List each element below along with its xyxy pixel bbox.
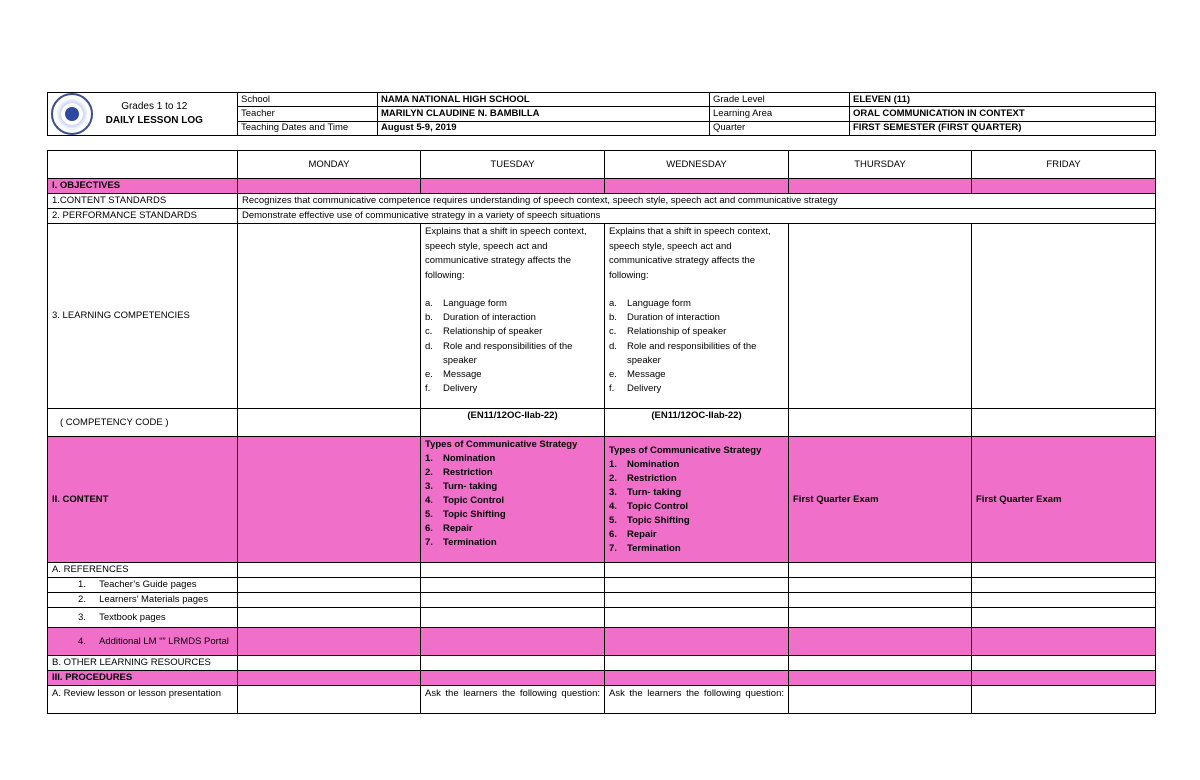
list-item: 1. Nomination bbox=[425, 453, 496, 464]
list-item: 2. Restriction bbox=[425, 467, 493, 478]
review-wednesday: Ask the learners the following question: bbox=[605, 686, 789, 714]
header-table bbox=[47, 92, 1156, 136]
list-item: 4. Topic Control bbox=[609, 500, 689, 512]
ref-teachers-guide: 1. Teacher’s Guide pages bbox=[48, 578, 238, 593]
competency-list bbox=[609, 297, 784, 396]
school-value: NAMA NATIONAL HIGH SCHOOL bbox=[378, 93, 710, 107]
dates-value: August 5-9, 2019 bbox=[378, 121, 710, 135]
competency-wednesday bbox=[605, 224, 789, 409]
content-topic-title: Types of Communicative Strategy bbox=[425, 439, 578, 450]
list-item: 4. Topic Control bbox=[425, 495, 505, 506]
list-item: d. Role and responsibilities of the speaker bbox=[609, 340, 757, 366]
competency-intro: Explains that a shift in speech context, speech style, speech act and communicative strategy affects the following: bbox=[609, 226, 771, 281]
school-label: School bbox=[238, 93, 378, 107]
references-label: A. REFERENCES bbox=[48, 563, 238, 578]
list-item: a. Language form bbox=[425, 298, 507, 309]
competency-friday bbox=[972, 224, 1156, 409]
learning-area-label: Learning Area bbox=[710, 107, 850, 121]
list-item: 7. Termination bbox=[609, 542, 681, 554]
list-item: 3. Turn- taking bbox=[425, 481, 498, 492]
list-item: 6. Repair bbox=[609, 528, 657, 540]
quarter-label: Quarter bbox=[710, 121, 850, 135]
ref-textbook: 3. Textbook pages bbox=[48, 608, 238, 628]
competency-intro: Explains that a shift in speech context, speech style, speech act and communicative strategy affects the following: bbox=[425, 226, 587, 281]
list-item: b. Duration of interaction bbox=[425, 312, 536, 324]
learning-area-value: ORAL COMMUNICATION IN CONTEXT bbox=[850, 107, 1156, 121]
content-heading: II. CONTENT bbox=[48, 437, 238, 563]
content-standards-text: Recognizes that communicative competence requires understanding of speech context, speech style, speech act and communicative strategy bbox=[238, 194, 1156, 209]
review-lesson-label: A. Review lesson or lesson presentation bbox=[48, 686, 238, 714]
competency-code-wednesday: (EN11/12OC-IIab-22) bbox=[605, 409, 789, 437]
content-wednesday bbox=[605, 437, 789, 563]
list-item: 1. Nomination bbox=[609, 458, 680, 470]
log-title: DAILY LESSON LOG bbox=[105, 115, 203, 126]
grade-level-value: ELEVEN (11) bbox=[850, 93, 1156, 107]
list-item: 2. Restriction bbox=[609, 472, 677, 484]
list-item: 6. Repair bbox=[425, 523, 473, 534]
content-topic-title: Types of Communicative Strategy bbox=[609, 444, 762, 456]
content-tuesday bbox=[421, 437, 605, 563]
strategy-list bbox=[609, 458, 784, 556]
list-item: d. Role and responsibilities of the speaker bbox=[425, 340, 573, 366]
list-item: f. Delivery bbox=[609, 383, 662, 395]
day-header-wednesday: WEDNESDAY bbox=[605, 151, 789, 179]
review-tuesday: Ask the learners the following question: bbox=[421, 686, 605, 714]
dates-label: Teaching Dates and Time bbox=[238, 121, 378, 135]
ref-additional-lm: 4. Additional LM “” LRMDS Portal bbox=[48, 628, 238, 656]
competency-code-label: ( COMPETENCY CODE ) bbox=[48, 409, 238, 437]
competency-tuesday bbox=[421, 224, 605, 409]
list-item: c. Relationship of speaker bbox=[609, 326, 727, 338]
list-item: 7. Termination bbox=[425, 537, 497, 548]
list-item: e. Message bbox=[609, 369, 666, 381]
corner-cell bbox=[48, 151, 238, 179]
learning-competencies-label: 3. LEARNING COMPETENCIES bbox=[48, 224, 238, 409]
list-item: 3. Turn- taking bbox=[609, 486, 682, 498]
day-header-thursday: THURSDAY bbox=[789, 151, 972, 179]
day-header-monday: MONDAY bbox=[238, 151, 421, 179]
competency-monday bbox=[238, 224, 421, 409]
header-logo-cell bbox=[48, 93, 238, 136]
grade-level-label: Grade Level bbox=[710, 93, 850, 107]
teacher-label: Teacher bbox=[238, 107, 378, 121]
list-item: e. Message bbox=[425, 369, 482, 381]
day-header-friday: FRIDAY bbox=[972, 151, 1156, 179]
lesson-log-table bbox=[47, 150, 1156, 714]
ref-learners-materials: 2. Learners’ Materials pages bbox=[48, 593, 238, 608]
list-item: b. Duration of interaction bbox=[609, 312, 720, 324]
list-item: 5. Topic Shifting bbox=[609, 514, 690, 526]
day-header-tuesday: TUESDAY bbox=[421, 151, 605, 179]
competency-code-tuesday: (EN11/12OC-IIab-22) bbox=[421, 409, 605, 437]
list-item: a. Language form bbox=[609, 298, 691, 309]
performance-standards-text: Demonstrate effective use of communicative strategy in a variety of speech situations bbox=[238, 209, 1156, 224]
other-resources-label: B. OTHER LEARNING RESOURCES bbox=[48, 656, 238, 671]
objectives-heading: I. OBJECTIVES bbox=[48, 179, 238, 194]
content-standards-label: 1.CONTENT STANDARDS bbox=[48, 194, 238, 209]
list-item: c. Relationship of speaker bbox=[425, 326, 543, 338]
quarter-value: FIRST SEMESTER (FIRST QUARTER) bbox=[850, 121, 1156, 135]
deped-seal-logo bbox=[51, 93, 93, 135]
content-thursday: First Quarter Exam bbox=[789, 437, 972, 563]
competency-thursday bbox=[789, 224, 972, 409]
teacher-value: MARILYN CLAUDINE N. BAMBILLA bbox=[378, 107, 710, 121]
grades-label: Grades 1 to 12 bbox=[121, 101, 188, 112]
strategy-list bbox=[425, 452, 600, 550]
performance-standards-label: 2. PERFORMANCE STANDARDS bbox=[48, 209, 238, 224]
list-item: f. Delivery bbox=[425, 383, 478, 395]
competency-list bbox=[425, 297, 600, 396]
content-friday: First Quarter Exam bbox=[972, 437, 1156, 563]
procedures-heading: III. PROCEDURES bbox=[48, 671, 238, 686]
list-item: 5. Topic Shifting bbox=[425, 509, 506, 520]
